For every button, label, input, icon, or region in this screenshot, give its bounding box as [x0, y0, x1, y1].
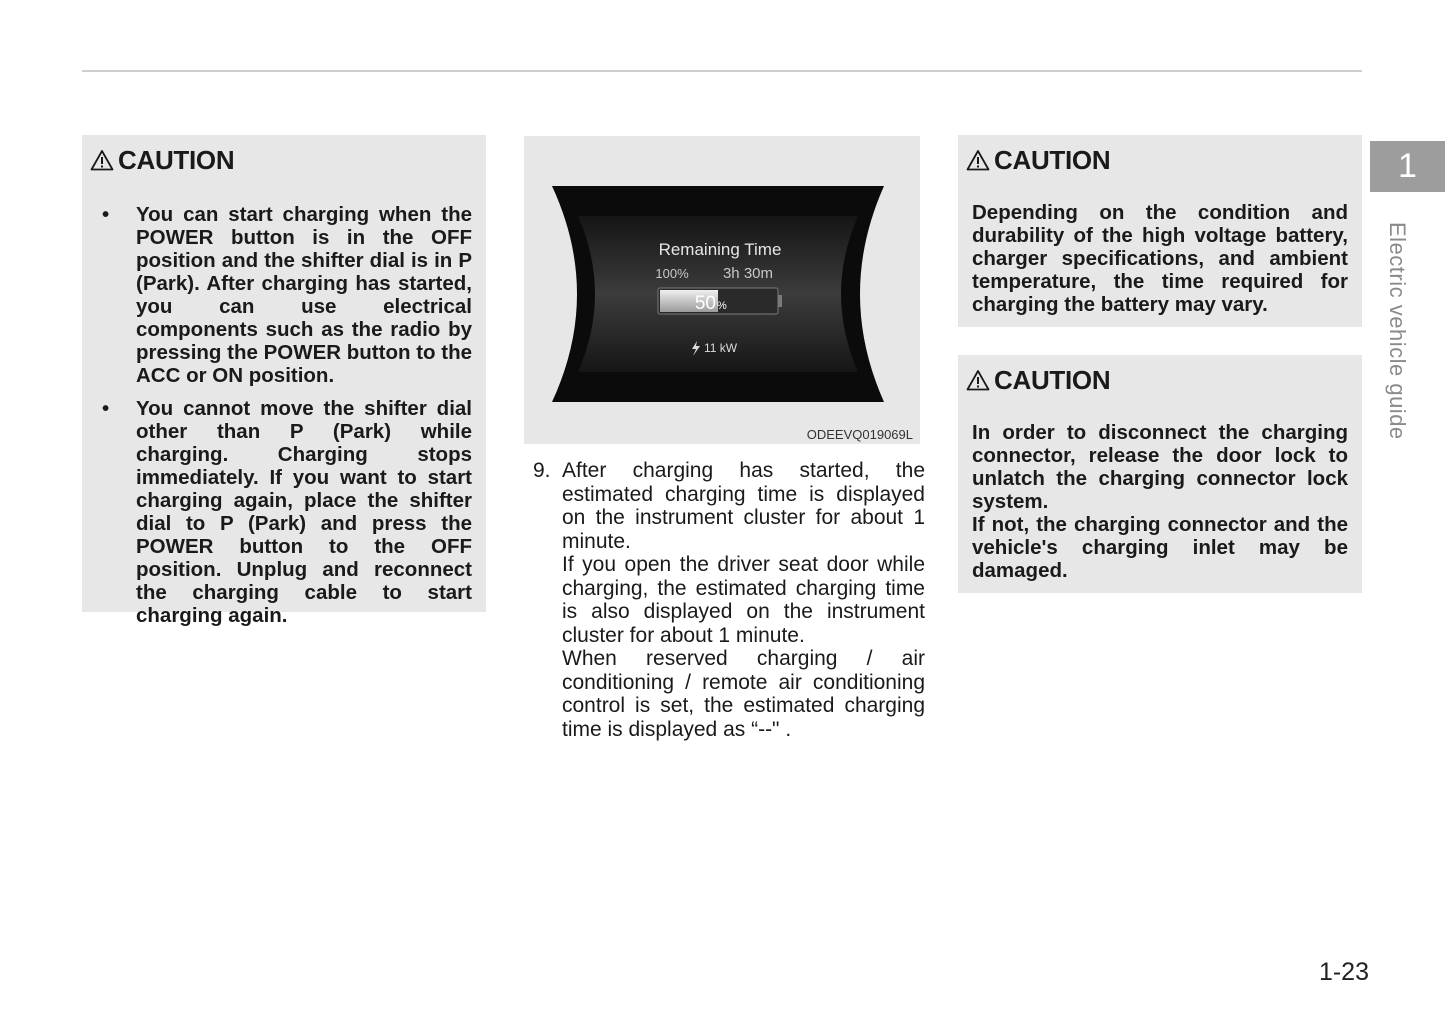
warning-triangle-icon — [966, 369, 990, 391]
bullet-text: You can start charging when the POWER button is in the OFF position and the shifter dial is in P (Park). After charging has started, you can use electrical components such as the radio by pressing the POWER button to the ACC or ON position. — [136, 203, 472, 387]
battery-terminal — [778, 295, 782, 307]
header-rule — [82, 70, 1362, 72]
bullet-icon: • — [102, 397, 110, 420]
bullet-text: You cannot move the shifter dial other than P (Park) while charging. Charging stops immediately. If you want to start charging again, place the shifter dial to P (Park) and press the POWER button to the OFF position. Unplug and reconnect the charging cable to start charging again. — [136, 397, 472, 627]
caution-bullet-list — [90, 203, 472, 627]
caution-title: CAUTION — [994, 144, 1111, 175]
battery-percent-unit: % — [717, 300, 727, 312]
warning-triangle-icon — [966, 149, 990, 171]
bullet-icon: • — [102, 203, 110, 226]
caution-paragraph: If not, the charging connector and the vehicle's charging inlet may be damaged. — [972, 513, 1348, 582]
caution-header — [966, 144, 1348, 175]
page-number: 1-23 — [1318, 958, 1369, 986]
charging-power-label: 11 kW — [704, 341, 738, 355]
step-paragraph: If you open the driver seat door while charging, the estimated charging time is also displayed on the instrument cluster for about 1 minute. — [562, 553, 925, 647]
caution-box-left — [82, 135, 486, 627]
caution-paragraph: In order to disconnect the charging connector, release the door lock to unlatch the charging connector lock system. — [972, 421, 1348, 513]
step-paragraph: After charging has started, the estimated charging time is displayed on the instrument cluster for about 1 minute. — [562, 459, 925, 553]
time-remaining-label: 3h 30m — [722, 265, 774, 282]
caution-title: CAUTION — [118, 144, 235, 175]
chapter-side-title: Electric vehicle guide — [1385, 222, 1410, 440]
caution-header — [966, 364, 1348, 395]
caution-title: CAUTION — [994, 364, 1111, 395]
caution-text — [966, 421, 1348, 582]
cluster-illustration — [524, 136, 920, 444]
list-item — [90, 203, 472, 387]
battery-percent-value: 50 — [694, 293, 716, 314]
warning-triangle-icon — [90, 149, 114, 171]
target-percent-label: 100% — [655, 266, 689, 281]
caution-text — [966, 201, 1348, 316]
instrument-cluster-figure — [524, 136, 920, 444]
caution-paragraph: Depending on the condition and durability of the high voltage battery, charger specifications, and ambient temperature, the time required for charging the battery may vary. — [972, 201, 1348, 316]
caution-box-right-bottom — [958, 355, 1362, 593]
step-number: 9. — [533, 459, 551, 482]
list-item — [90, 397, 472, 627]
step-9 — [533, 459, 925, 741]
step-body — [562, 459, 925, 741]
caution-header — [90, 144, 472, 175]
figure-code: ODEEVQ019069L — [806, 427, 913, 442]
caution-box-right-top — [958, 135, 1362, 327]
chapter-tab: 1 — [1370, 141, 1445, 192]
remaining-time-title: Remaining Time — [658, 240, 782, 259]
step-paragraph: When reserved charging / air conditioning / remote air conditioning control is set, the estimated charging time is displayed as “--" . — [562, 647, 925, 741]
